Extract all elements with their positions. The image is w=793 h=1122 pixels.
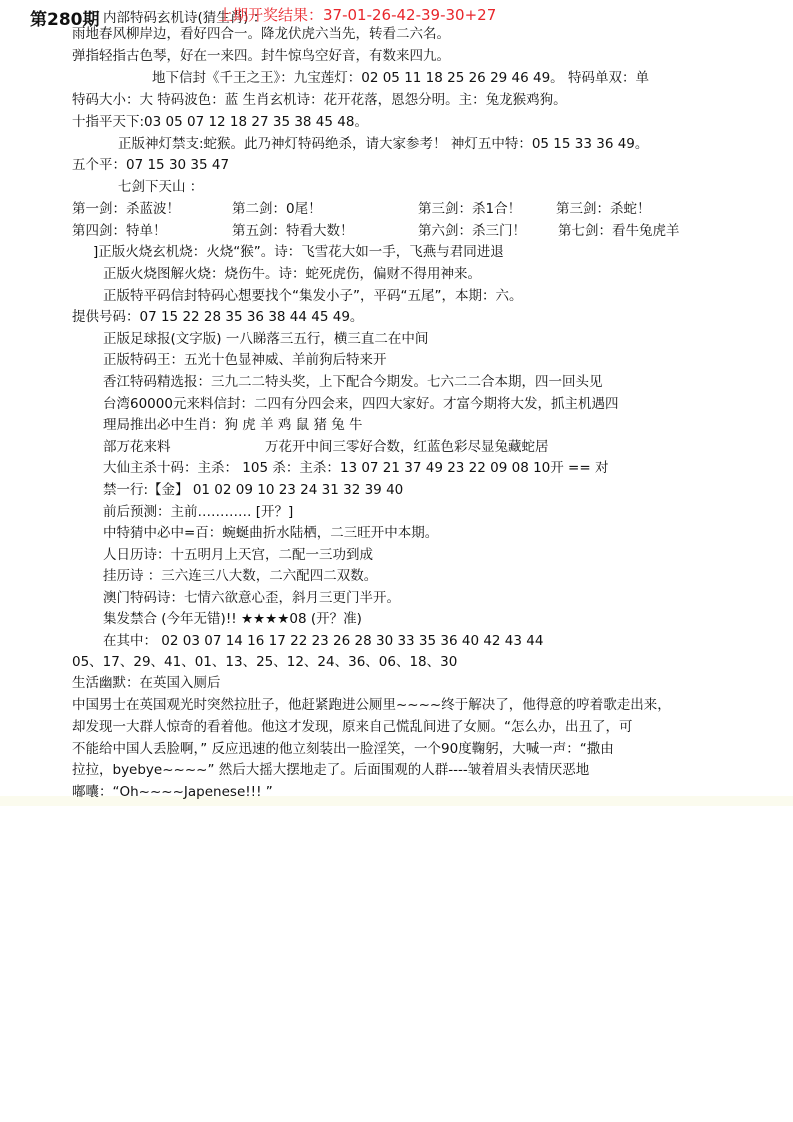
humor-line: 不能给中国人丢脸啊，” 反应迅速的他立刻装出一脸淫笑，一个90度鞠躬，大喊一声：“撒由: [72, 741, 614, 757]
text-line: 集发禁合 (今年无错)!! ★★★★08 (开？准): [103, 611, 362, 627]
period-title: 第280期: [30, 10, 100, 30]
sword-3b: 第三剑：杀蛇！: [556, 201, 651, 217]
text-line: 前后预测：主前………… [开？]: [103, 504, 294, 520]
sword-6: 第六剑：杀三门！: [418, 223, 526, 239]
text-line: 大仙主杀十码：主杀： 105 杀：主杀：13 07 21 37 49 23 22 09 08 10开 == 对: [103, 460, 609, 476]
text-line: 挂历诗 ：三六连三八大数，二六配四二双数。: [103, 568, 378, 584]
poem-line: 弹指轻指古色琴，好在一来四。封牛惊鸟空好音，有数来四九。: [72, 48, 450, 64]
lamp-line: 正版神灯禁支:蛇猴。此乃神灯特码绝杀，请大家参考！ 神灯五中特：05 15 33 36 49。: [118, 136, 649, 152]
sword-4: 第四剑：特单！: [72, 223, 167, 239]
envelope-line: 地下信封《千王之王》：九宝莲灯：02 05 11 18 25 26 29 46 49。 特码单双：单: [152, 70, 649, 86]
text-line: 禁一行:【金】 01 02 09 10 23 24 31 32 39 40: [103, 482, 404, 498]
text-line: 正版足球报(文字版) 一八睇落三五行，横三直二在中间: [103, 331, 429, 347]
sword-1: 第一剑：杀蓝波！: [72, 201, 180, 217]
text-line: 台湾60000元来料信封：二四有分四会来，四四大家好。才富今期将大发，抓主机遇四: [103, 396, 619, 412]
humor-title: 生活幽默：在英国入厕后: [72, 675, 221, 691]
sword-3: 第三剑：杀1合！: [418, 201, 522, 217]
text-line: 正版特码王：五光十色显神威、羊前狗后特来开: [103, 352, 387, 368]
poem-line: 雨地春风柳岸边，看好四合一。降龙伏虎六当先，转看二六名。: [72, 26, 450, 42]
humor-line: 嘟囔：“Oh~~~~Japenese!!! ”: [72, 784, 273, 800]
text-line: ]正版火烧玄机烧：火烧“猴”。诗：飞雪花大如一手，飞燕与君同进退: [93, 244, 504, 260]
text-line: 人日历诗：十五明月上天宫，二配一三功到成: [103, 547, 373, 563]
text-line: 正版火烧图解火烧：烧伤牛。诗：蛇死虎伤，偏财不得用神来。: [103, 266, 481, 282]
last-result: 上期开奖结果：37-01-26-42-39-30+27: [218, 6, 497, 24]
text-line: 正版特平码信封特码心想要找个“集发小子”，平码“五尾”，本期：六。: [103, 288, 523, 304]
wanhua-text: 万花开中间三零好合数，红蓝色彩尽显兔藏蛇居: [265, 439, 549, 455]
humor-line: 却发现一大群人惊奇的看着他。他这才发现，原来自己慌乱间进了女厕。“怎么办，出丑了，可: [72, 719, 633, 735]
text-line: 理局推出必中生肖：狗 虎 羊 鸡 鼠 猪 兔 牛: [103, 417, 363, 433]
five-line: 五个平：07 15 30 35 47: [72, 157, 230, 173]
seven-swords-title: 七剑下天山 ：: [118, 179, 204, 195]
poem-title: 内部特码玄机诗(猜生肖) ：: [103, 10, 267, 26]
humor-line: 中国男士在英国观光时突然拉肚子，他赶紧跑进公厕里~~~~终于解决了，他得意的哼着歌走出来，: [72, 697, 671, 713]
ten-fingers-line: 十指平天下:03 05 07 12 18 27 35 38 45 48。: [72, 114, 368, 130]
text-line: 中特猜中必中=百：蜿蜒曲折水陆栖，二三旺开中本期。: [103, 525, 439, 541]
sword-7: 第七剑：看牛兔虎羊: [558, 223, 680, 239]
sword-5: 第五剑：特看大数！: [232, 223, 354, 239]
text-line: 05、17、29、41、01、13、25、12、24、36、06、18、30: [72, 654, 458, 670]
sword-2: 第二剑：0尾！: [232, 201, 322, 217]
text-line: 提供号码：07 15 22 28 35 36 38 44 45 49。: [72, 309, 364, 325]
wanhua-label: 部万花来料: [103, 439, 171, 455]
text-line: 香江特码精选报：三九二二特头奖，上下配合今期发。七六二二合本期，四一回头见: [103, 374, 603, 390]
text-line: 澳门特码诗：七情六欲意心歪，斜月三更门半开。: [103, 590, 400, 606]
text-line: 在其中： 02 03 07 14 16 17 22 23 26 28 30 33 35 36 40 42 43 44: [103, 633, 544, 649]
humor-line: 拉拉，byebye~~~~” 然后大摇大摆地走了。后面围观的人群----皱着眉头表情厌恶地: [72, 762, 590, 778]
special-size-line: 特码大小：大 特码波色：蓝 生肖玄机诗：花开花落，恩怨分明。主：兔龙猴鸡狗。: [72, 92, 567, 108]
